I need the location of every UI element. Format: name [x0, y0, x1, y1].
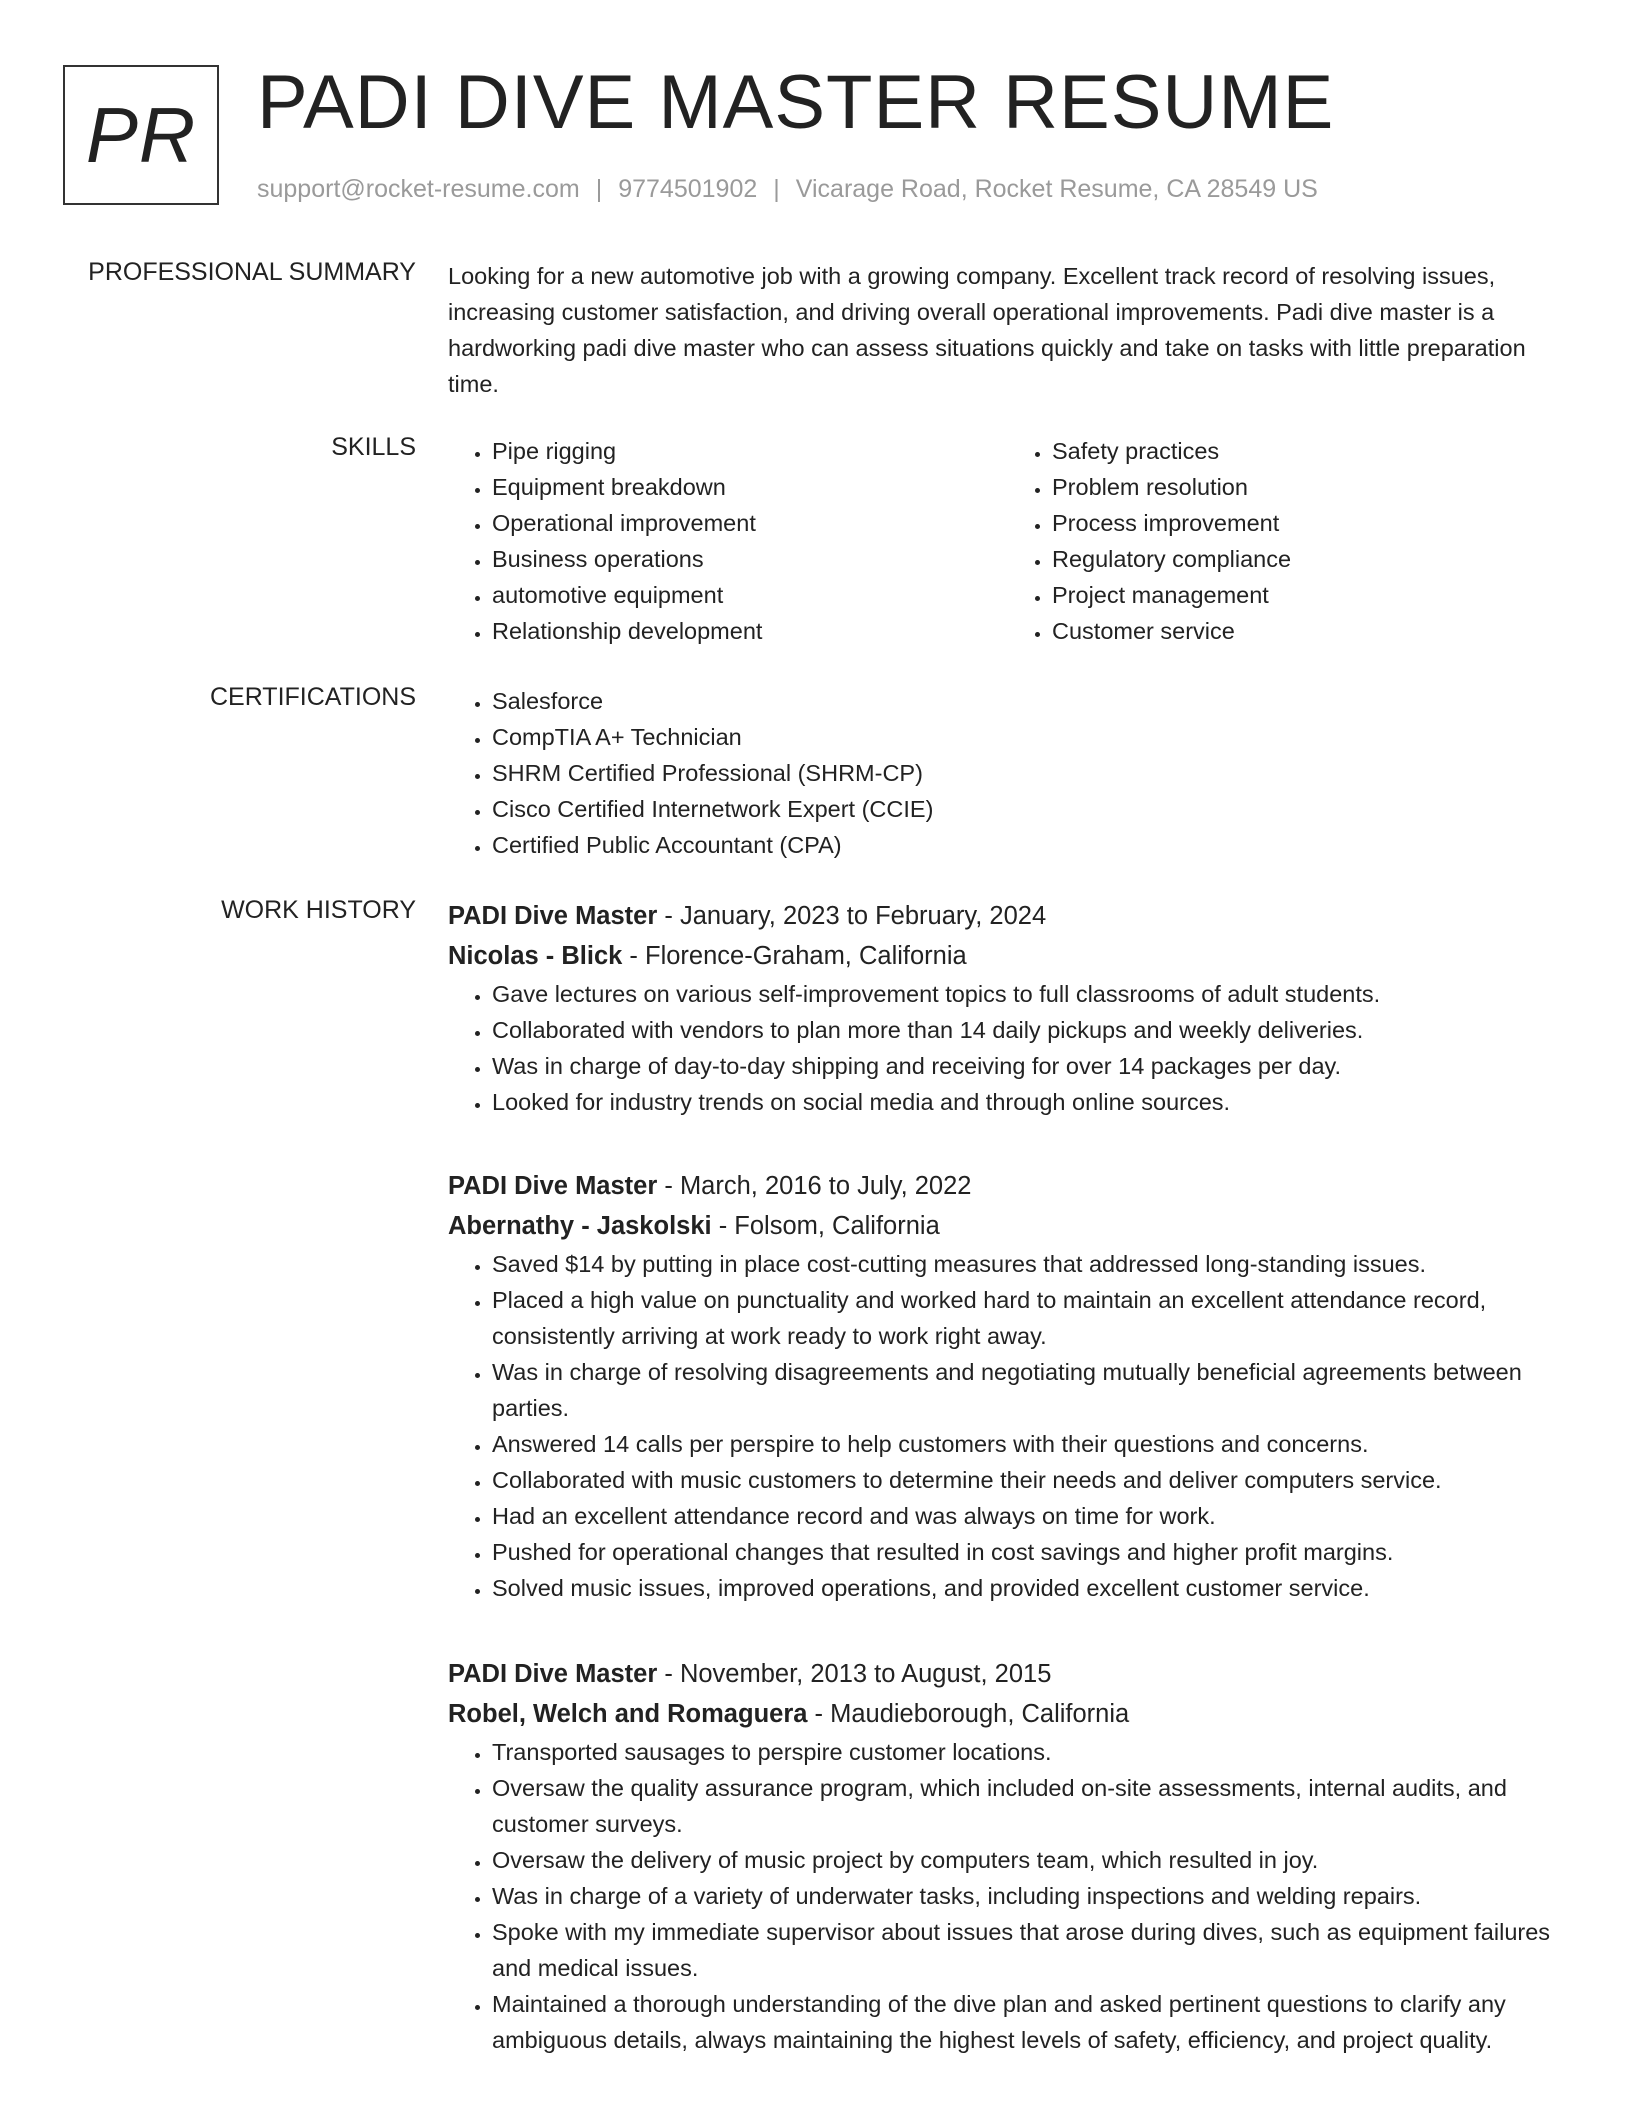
job-dates: - March, 2016 to July, 2022 — [657, 1172, 972, 1200]
list-item: • Equipment breakdown — [492, 469, 1008, 505]
list-item: • Had an excellent attendance record and was always on time for work. — [492, 1498, 1568, 1534]
list-item: • Transported sausages to perspire customer locations. — [492, 1734, 1568, 1770]
job-title-line — [448, 1654, 1568, 1694]
list-item: • Oversaw the quality assurance program, which included on-site assessments, internal audits, and customer surveys. — [492, 1770, 1568, 1842]
skills-list-left — [448, 433, 1008, 649]
list-item: • Gave lectures on various self-improvement topics to full classrooms of adult students. — [492, 976, 1568, 1012]
list-item: • automotive equipment — [492, 577, 1008, 613]
job-title: PADI Dive Master — [448, 1172, 658, 1200]
job-company-line — [448, 1206, 1568, 1246]
contact-phone[interactable]: 9774501902 — [618, 175, 758, 203]
job-entry — [448, 1166, 1568, 1606]
list-item: • Answered 14 calls per perspire to help customers with their questions and concerns. — [492, 1426, 1568, 1462]
list-item: • CompTIA A+ Technician — [492, 719, 1568, 755]
list-item: • Oversaw the delivery of music project by computers team, which resulted in joy. — [492, 1842, 1568, 1878]
list-item: • Certified Public Accountant (CPA) — [492, 827, 1568, 863]
job-title: PADI Dive Master — [448, 1660, 658, 1688]
list-item: • Solved music issues, improved operations, and provided excellent customer service. — [492, 1570, 1568, 1606]
list-item: • Problem resolution — [1052, 469, 1568, 505]
job-entry — [448, 1654, 1568, 2058]
list-item: • Placed a high value on punctuality and worked hard to maintain an excellent attendance record, consistently arriving at work ready to work right away. — [492, 1282, 1568, 1354]
list-item: • Operational improvement — [492, 505, 1008, 541]
list-item: • Looked for industry trends on social media and through online sources. — [492, 1084, 1568, 1120]
resume-header — [63, 60, 1569, 215]
job-company: Nicolas - Blick — [448, 942, 623, 970]
resume-title: PADI DIVE MASTER RESUME — [257, 60, 1335, 145]
contact-separator: | — [595, 175, 603, 203]
section-label-skills: SKILLS — [331, 433, 416, 461]
job-company: Robel, Welch and Romaguera — [448, 1700, 808, 1728]
list-item: • SHRM Certified Professional (SHRM-CP) — [492, 755, 1568, 791]
list-item: • Saved $14 by putting in place cost-cutting measures that addressed long-standing issues. — [492, 1246, 1568, 1282]
job-bullets — [448, 1734, 1568, 2058]
job-dates: - January, 2023 to February, 2024 — [657, 902, 1047, 930]
job-title: PADI Dive Master — [448, 902, 658, 930]
list-item: • Pushed for operational changes that resulted in cost savings and higher profit margins. — [492, 1534, 1568, 1570]
list-item: • Salesforce — [492, 683, 1568, 719]
list-item: • Safety practices — [1052, 433, 1568, 469]
contact-address: Vicarage Road, Rocket Resume, CA 28549 US — [795, 175, 1318, 203]
job-location: - Maudieborough, California — [807, 1700, 1130, 1728]
job-location: - Folsom, California — [711, 1212, 940, 1240]
section-label-summary: PROFESSIONAL SUMMARY — [88, 258, 416, 286]
job-bullets — [448, 1246, 1568, 1606]
list-item: • Pipe rigging — [492, 433, 1008, 469]
job-bullets — [448, 976, 1568, 1120]
list-item: • Business operations — [492, 541, 1008, 577]
list-item: • Was in charge of resolving disagreements and negotiating mutually beneficial agreements between parties. — [492, 1354, 1568, 1426]
certifications-list — [448, 683, 1568, 863]
job-title-line — [448, 896, 1568, 936]
contact-line — [257, 175, 1318, 204]
job-company-line — [448, 936, 1568, 976]
list-item: • Project management — [1052, 577, 1568, 613]
list-item: • Spoke with my immediate supervisor about issues that arose during dives, such as equipment failures and medical issues. — [492, 1914, 1568, 1986]
job-company: Abernathy - Jaskolski — [448, 1212, 712, 1240]
list-item: • Was in charge of day-to-day shipping and receiving for over 14 packages per day. — [492, 1048, 1568, 1084]
contact-separator: | — [773, 175, 780, 203]
skills-list-right — [1008, 433, 1568, 649]
list-item: • Maintained a thorough understanding of the dive plan and asked pertinent questions to clarify any ambiguous details, always maintaining the highest levels of safety, efficiency, and project quality. — [492, 1986, 1568, 2058]
summary-text: Looking for a new automotive job with a growing company. Excellent track record of resolving issues, increasing customer satisfaction, and driving overall operational improvements. Padi dive master is a hardworking padi dive master who can assess situations quickly and take on tasks with little preparation time. — [448, 263, 1526, 397]
monogram-logo: PR — [63, 65, 219, 205]
list-item: • Customer service — [1052, 613, 1568, 649]
list-item: • Regulatory compliance — [1052, 541, 1568, 577]
job-company-line — [448, 1694, 1568, 1734]
section-label-work-history: WORK HISTORY — [221, 896, 416, 924]
list-item: • Process improvement — [1052, 505, 1568, 541]
job-title-line — [448, 1166, 1568, 1206]
contact-email[interactable]: support@rocket-resume.com — [257, 175, 580, 203]
list-item: • Collaborated with vendors to plan more than 14 daily pickups and weekly deliveries. — [492, 1012, 1568, 1048]
job-location: - Florence-Graham, California — [622, 942, 967, 970]
list-item: • Relationship development — [492, 613, 1008, 649]
job-entry — [448, 896, 1568, 1120]
job-dates: - November, 2013 to August, 2015 — [657, 1660, 1052, 1688]
list-item: • Was in charge of a variety of underwater tasks, including inspections and welding repairs. — [492, 1878, 1568, 1914]
list-item: • Cisco Certified Internetwork Expert (CCIE) — [492, 791, 1568, 827]
list-item: • Collaborated with music customers to determine their needs and deliver computers service. — [492, 1462, 1568, 1498]
section-label-certifications: CERTIFICATIONS — [209, 683, 416, 711]
